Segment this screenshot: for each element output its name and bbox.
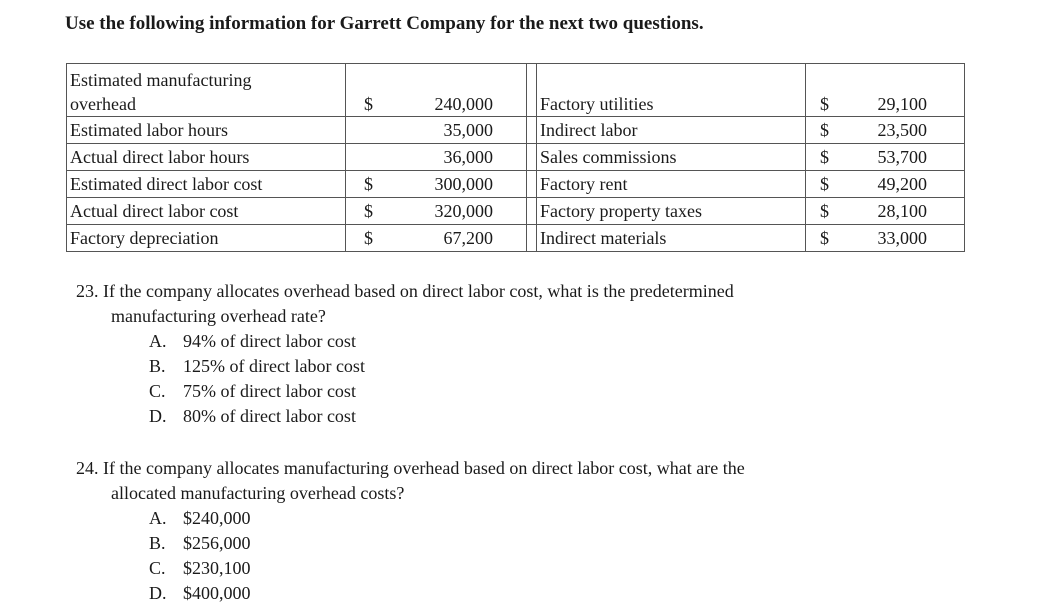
answer-option (76, 581, 745, 606)
question-number: 24. (76, 458, 99, 478)
table-cell-value (346, 198, 527, 225)
answer-option (76, 379, 734, 404)
option-text: $400,000 (183, 583, 251, 603)
answer-option (76, 506, 745, 531)
question-text-line2: allocated manufacturing overhead costs? (111, 483, 405, 503)
table-row (67, 198, 965, 225)
amount: 23,500 (877, 120, 927, 140)
table-cell-label: Sales commissions (537, 144, 806, 171)
option-letter: B. (149, 356, 166, 376)
dollar-sign: $ (820, 228, 829, 248)
question-text-line1: If the company allocates manufacturing overhead based on direct labor cost, what are the (103, 458, 745, 478)
option-letter: C. (149, 381, 166, 401)
amount: 35,000 (443, 120, 493, 140)
table-cell-value (806, 64, 965, 117)
table-cell-label: Factory utilities (537, 64, 806, 117)
table-cell-value (806, 117, 965, 144)
question-24 (76, 456, 745, 606)
table-row (67, 64, 965, 117)
question-number: 23. (76, 281, 99, 301)
answer-option (76, 556, 745, 581)
amount: 240,000 (434, 94, 493, 114)
table-cell-label: Indirect labor (537, 117, 806, 144)
answer-option (76, 531, 745, 556)
dollar-sign: $ (364, 228, 373, 248)
amount: 49,200 (877, 174, 927, 194)
answer-options (76, 329, 734, 429)
table-cell-value (806, 144, 965, 171)
option-text: 94% of direct labor cost (183, 331, 356, 351)
dollar-sign: $ (820, 147, 829, 167)
option-letter: D. (149, 583, 167, 603)
table-row (67, 225, 965, 252)
table-cell-label: Factory depreciation (67, 225, 346, 252)
column-gap (527, 225, 537, 252)
option-letter: C. (149, 558, 166, 578)
dollar-sign: $ (364, 94, 373, 114)
label-line: overhead (70, 94, 136, 114)
table-cell-value (346, 64, 527, 117)
dollar-sign: $ (364, 174, 373, 194)
option-letter: D. (149, 406, 167, 426)
table-cell-value (346, 144, 527, 171)
amount: 300,000 (434, 174, 493, 194)
answer-option (76, 354, 734, 379)
amount: 36,000 (443, 147, 493, 167)
dollar-sign: $ (820, 120, 829, 140)
answer-option (76, 329, 734, 354)
column-gap (527, 171, 537, 198)
table-cell-label: Indirect materials (537, 225, 806, 252)
question-stem (76, 456, 745, 481)
option-letter: A. (149, 508, 167, 528)
answer-option (76, 404, 734, 429)
column-gap (527, 198, 537, 225)
table-cell-label: Actual direct labor cost (67, 198, 346, 225)
table-cell-value (806, 171, 965, 198)
amount: 29,100 (877, 94, 927, 114)
column-gap (527, 64, 537, 117)
option-text: 125% of direct labor cost (183, 356, 365, 376)
page-heading: Use the following information for Garrett Company for the next two questions. (65, 13, 704, 34)
option-text: $256,000 (183, 533, 251, 553)
label-line: Estimated manufacturing (70, 70, 252, 90)
table-row (67, 171, 965, 198)
table-cell-value (346, 171, 527, 198)
question-text-line1: If the company allocates overhead based on direct labor cost, what is the predetermined (103, 281, 734, 301)
amount: 320,000 (434, 201, 493, 221)
amount: 28,100 (877, 201, 927, 221)
table-cell-label: Factory rent (537, 171, 806, 198)
amount: 33,000 (877, 228, 927, 248)
question-stem (76, 279, 734, 304)
option-letter: B. (149, 533, 166, 553)
table-cell-label: Estimated labor hours (67, 117, 346, 144)
table-row (67, 117, 965, 144)
dollar-sign: $ (820, 174, 829, 194)
table-cell-label: Actual direct labor hours (67, 144, 346, 171)
amount: 67,200 (443, 228, 493, 248)
column-gap (527, 117, 537, 144)
option-text: 75% of direct labor cost (183, 381, 356, 401)
table-cell-label (67, 64, 346, 117)
amount: 53,700 (877, 147, 927, 167)
column-gap (527, 144, 537, 171)
question-text-line2: manufacturing overhead rate? (111, 306, 326, 326)
option-text: $240,000 (183, 508, 251, 528)
table-row (67, 144, 965, 171)
option-text: $230,100 (183, 558, 251, 578)
table-cell-label: Factory property taxes (537, 198, 806, 225)
table-cell-value (806, 198, 965, 225)
dollar-sign: $ (364, 201, 373, 221)
table-cell-value (346, 117, 527, 144)
garrett-data-table (66, 63, 965, 252)
dollar-sign: $ (820, 201, 829, 221)
option-text: 80% of direct labor cost (183, 406, 356, 426)
option-letter: A. (149, 331, 167, 351)
answer-options (76, 506, 745, 606)
table-cell-label: Estimated direct labor cost (67, 171, 346, 198)
question-23 (76, 279, 734, 429)
table-cell-value (806, 225, 965, 252)
table-cell-value (346, 225, 527, 252)
dollar-sign: $ (820, 94, 829, 114)
